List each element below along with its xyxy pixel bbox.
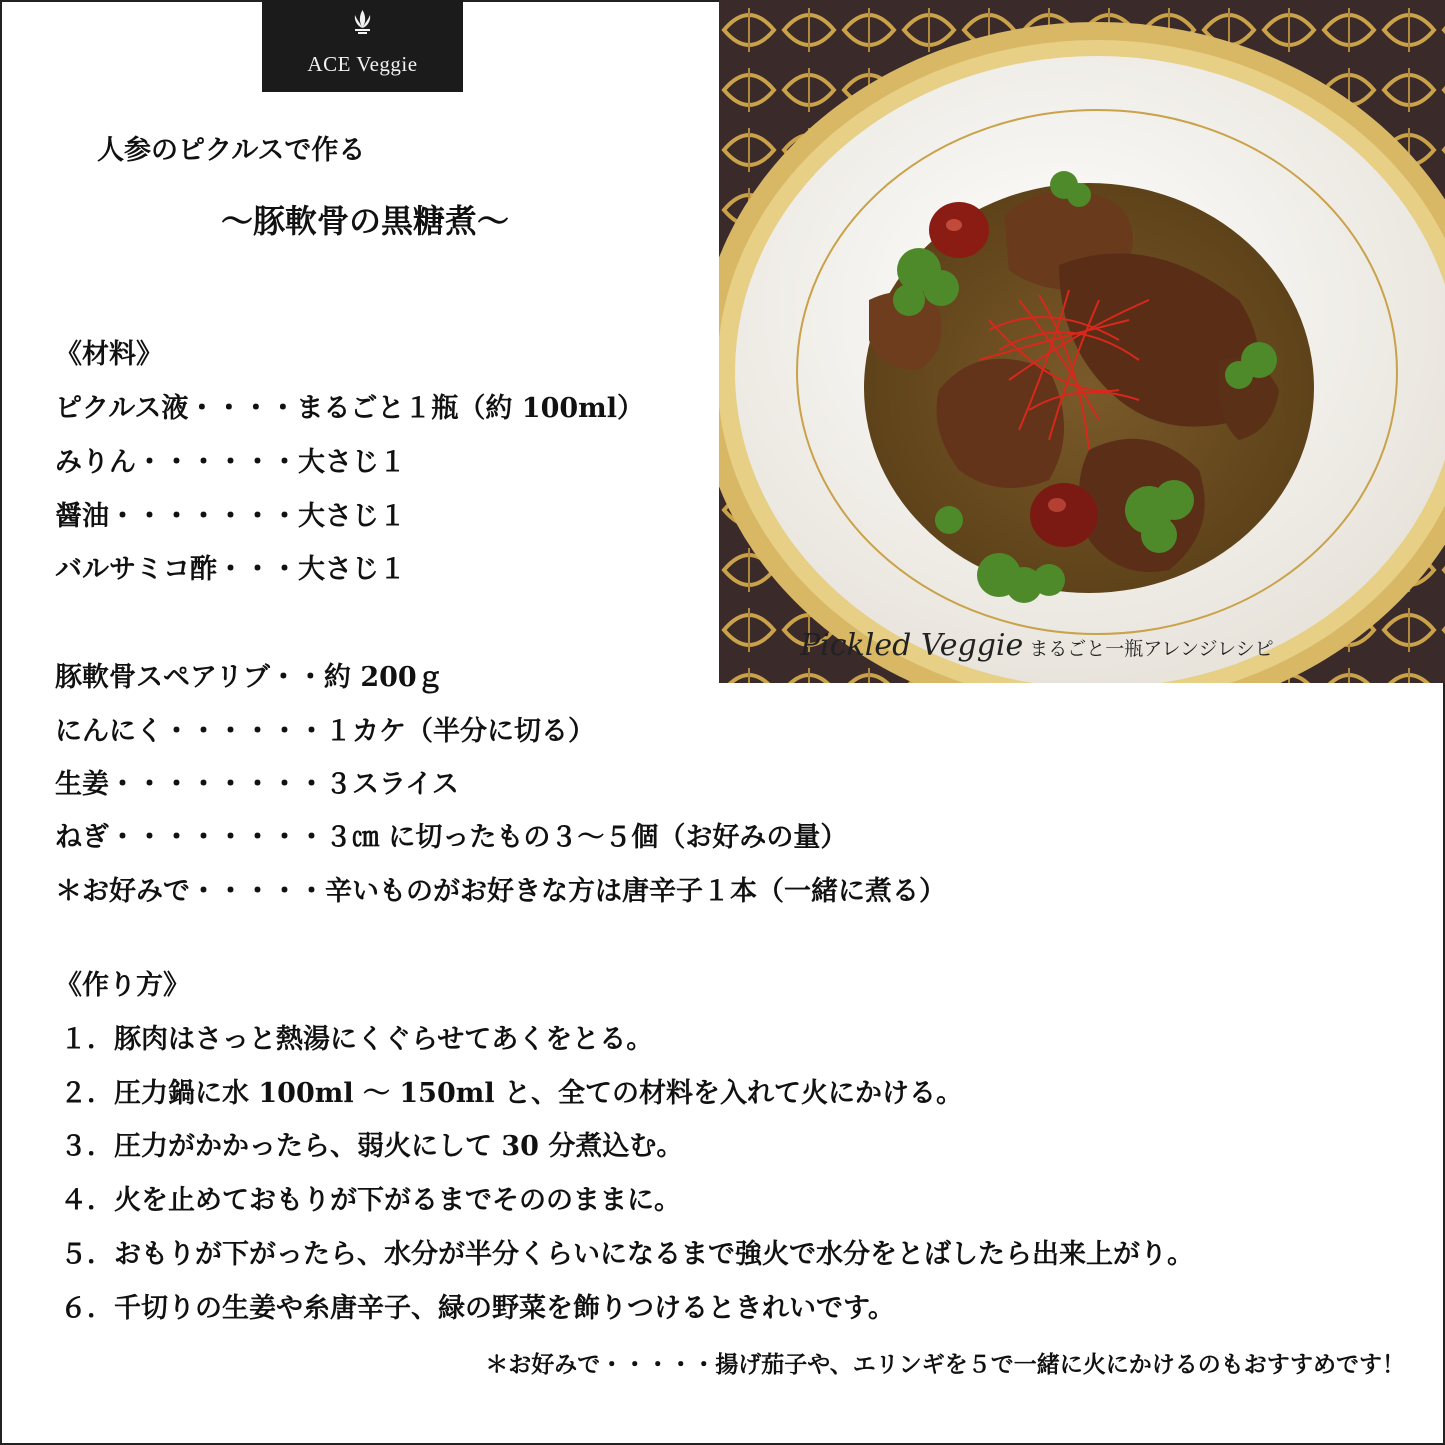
ingredient-line: バルサミコ酢・・・大さじ１: [55, 554, 406, 585]
method-step: ６．千切りの生姜や糸唐辛子、緑の野菜を飾りつけるときれいです。: [60, 1293, 895, 1324]
method-step: ２．圧力鍋に水 100ml ～ 150ml と、全ての材料を入れて火にかける。: [60, 1078, 963, 1109]
ingredient-line: みりん・・・・・・大さじ１: [55, 447, 406, 478]
ingredients-heading: 《材料》: [55, 339, 163, 370]
ingredient-line: ねぎ・・・・・・・・３㎝ に切ったもの３～５個（お好みの量）: [55, 822, 848, 853]
brand-logo: [262, 0, 463, 92]
caption-japanese: まるごと一瓶アレンジレシピ: [1029, 638, 1274, 660]
ingredient-line: 醤油・・・・・・・大さじ１: [55, 501, 406, 532]
ingredient-line: 生姜・・・・・・・・３スライス: [55, 769, 459, 800]
method-step: ５．おもりが下がったら、水分が半分くらいになるまで強火で水分をとばしたら出来上がり。: [60, 1239, 1194, 1270]
method-heading: 《作り方》: [55, 970, 190, 1001]
ingredient-line: にんにく・・・・・・１カケ（半分に切る）: [55, 716, 595, 747]
dish-photo: [719, 0, 1445, 683]
method-step: １．豚肉はさっと熱湯にくぐらせてあくをとる。: [60, 1024, 654, 1055]
method-step: ３．圧力がかかったら、弱火にして 30 分煮込む。: [60, 1131, 684, 1162]
fleur-icon: [262, 8, 463, 38]
recipe-title: ～豚軟骨の黒糖煮～: [221, 202, 510, 240]
ingredient-line: ピクルス液・・・・まるごと１瓶（約 100ml）: [55, 393, 644, 424]
photo-caption: [800, 628, 1274, 663]
caption-script: Pickled Veggie: [800, 628, 1024, 663]
ingredient-line: ＊お好みで・・・・・辛いものがお好きな方は唐辛子１本（一緒に煮る）: [55, 876, 946, 907]
ingredient-line: 豚軟骨スペアリブ・・約 200ｇ: [55, 662, 444, 693]
brand-name: ACE Veggie: [307, 52, 418, 76]
dish-illustration: [719, 0, 1445, 683]
method-note: ＊お好みで・・・・・揚げ茄子や、エリンギを５で一緒に火にかけるのもおすすめです！: [485, 1351, 1405, 1378]
recipe-subtitle: 人参のピクルスで作る: [97, 135, 366, 166]
method-step: ４．火を止めておもりが下がるまでそののままに。: [60, 1185, 681, 1216]
